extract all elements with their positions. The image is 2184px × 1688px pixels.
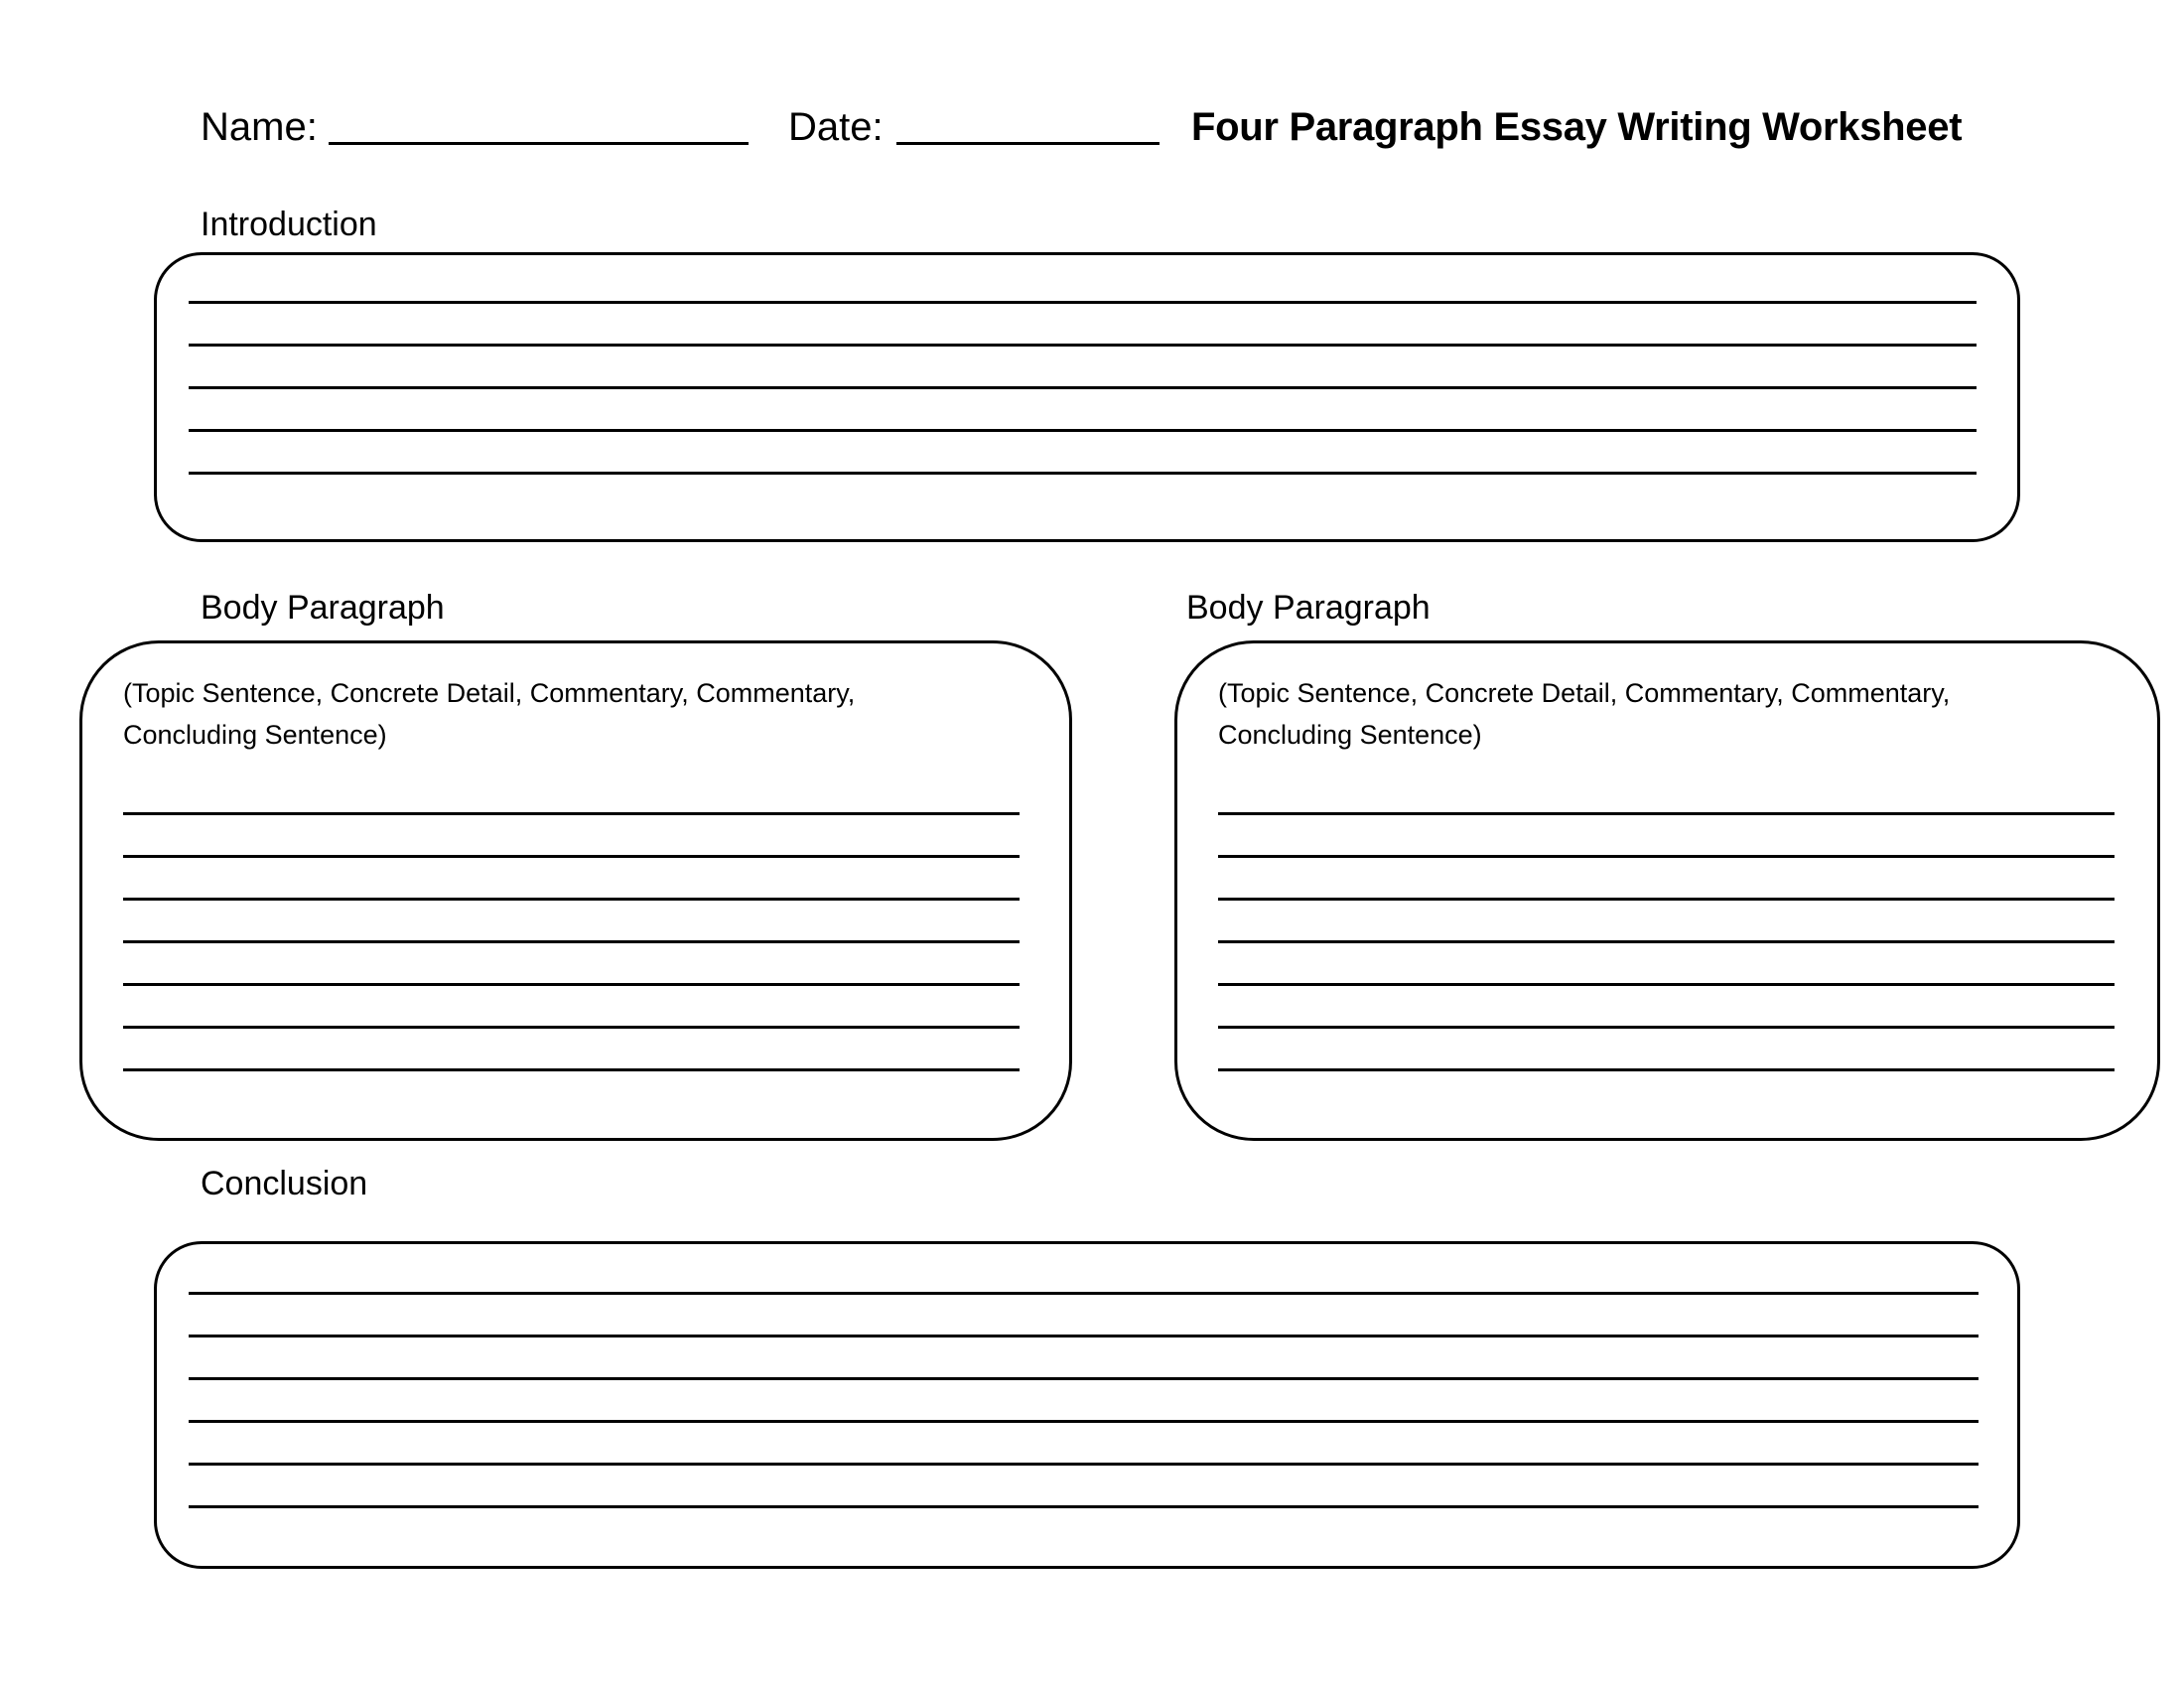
writing-line[interactable] xyxy=(1218,940,2115,943)
body-left-hint-line1: (Topic Sentence, Concrete Detail, Commentary, Commentary, xyxy=(123,678,856,708)
writing-line[interactable] xyxy=(123,1068,1020,1071)
writing-line[interactable] xyxy=(1218,1026,2115,1029)
introduction-label: Introduction xyxy=(201,206,377,243)
writing-line[interactable] xyxy=(1218,812,2115,815)
writing-line[interactable] xyxy=(1218,983,2115,986)
writing-line[interactable] xyxy=(189,1292,1979,1295)
name-label: Name: xyxy=(201,105,318,149)
writing-line[interactable] xyxy=(189,386,1977,389)
worksheet-title: Four Paragraph Essay Writing Worksheet xyxy=(1191,105,1963,149)
body-paragraph-right-label: Body Paragraph xyxy=(1186,589,1431,627)
date-label: Date: xyxy=(788,105,884,149)
writing-line[interactable] xyxy=(189,1420,1979,1423)
writing-line[interactable] xyxy=(189,472,1977,475)
body-right-hint-line2: Concluding Sentence) xyxy=(1218,720,1482,750)
writing-line[interactable] xyxy=(123,1026,1020,1029)
writing-line[interactable] xyxy=(1218,1068,2115,1071)
writing-line[interactable] xyxy=(123,812,1020,815)
body-left-hint-line2: Concluding Sentence) xyxy=(123,720,387,750)
writing-line[interactable] xyxy=(189,344,1977,347)
body-right-hint-line1: (Topic Sentence, Concrete Detail, Commentary, Commentary, xyxy=(1218,678,1951,708)
conclusion-label: Conclusion xyxy=(201,1165,368,1202)
body-paragraph-left-label: Body Paragraph xyxy=(201,589,445,627)
writing-line[interactable] xyxy=(189,1377,1979,1380)
writing-line[interactable] xyxy=(123,898,1020,901)
body-paragraph-left-box xyxy=(79,640,1072,1141)
writing-line[interactable] xyxy=(189,429,1977,432)
writing-line[interactable] xyxy=(189,1505,1979,1508)
introduction-box xyxy=(154,252,2020,542)
writing-line[interactable] xyxy=(189,301,1977,304)
writing-line[interactable] xyxy=(123,940,1020,943)
writing-line[interactable] xyxy=(1218,855,2115,858)
writing-line[interactable] xyxy=(189,1463,1979,1466)
conclusion-box xyxy=(154,1241,2020,1569)
name-field[interactable] xyxy=(329,142,749,145)
writing-line[interactable] xyxy=(1218,898,2115,901)
body-paragraph-right-box xyxy=(1174,640,2160,1141)
writing-line[interactable] xyxy=(123,855,1020,858)
date-field[interactable] xyxy=(896,142,1160,145)
writing-line[interactable] xyxy=(123,983,1020,986)
writing-line[interactable] xyxy=(189,1335,1979,1337)
